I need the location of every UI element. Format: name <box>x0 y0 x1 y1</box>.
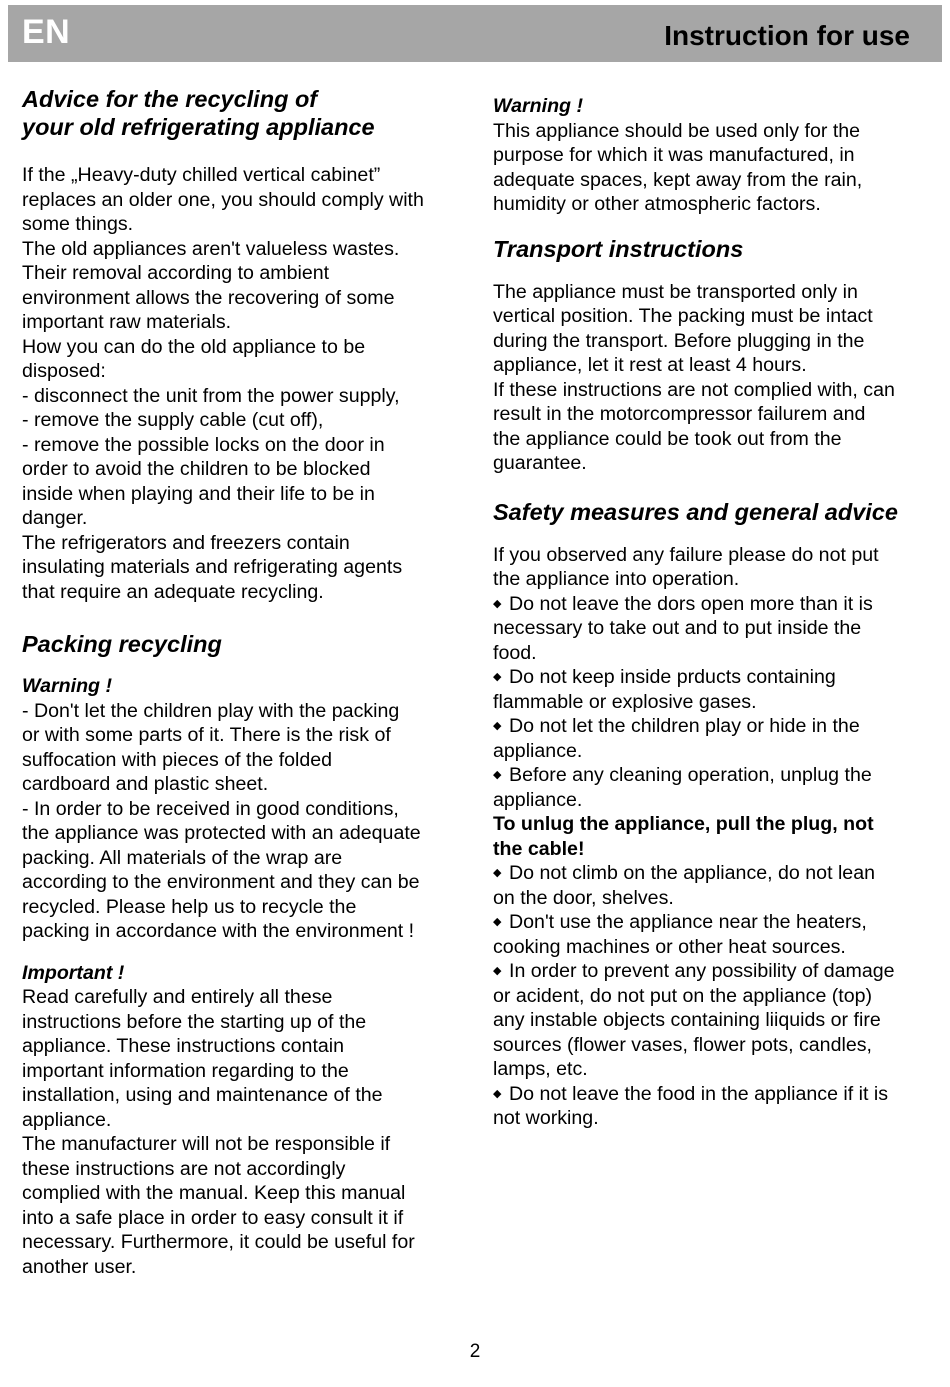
text-line: the appliance into operation. <box>493 568 740 590</box>
safety-bullet <box>493 763 938 812</box>
text-line: during the transport. Before plugging in the <box>493 329 865 352</box>
text-line: danger. <box>22 507 88 529</box>
text-line: The manufacturer will not be responsible if <box>22 1133 391 1155</box>
text-line: important information regarding to the <box>22 1059 349 1082</box>
text-line: - disconnect the unit from the power supply, <box>22 384 400 407</box>
bullet-line: ◆ Do not keep inside prducts containing <box>493 665 938 690</box>
text-line: suffocation with pieces of the folded <box>22 748 333 771</box>
text-line: cooking machines or other heat sources. <box>493 935 846 958</box>
text-line: The appliance must be transported only in <box>493 280 858 303</box>
packing-warning-label: Warning ! <box>22 675 112 697</box>
text-line: adequate spaces, kept away from the rain, <box>493 168 863 191</box>
text-line: order to avoid the children to be blocked <box>22 458 371 480</box>
text-line: packing. All materials of the wrap are <box>22 846 343 869</box>
text-line: appliance. <box>493 739 583 762</box>
text-line: - remove the possible locks on the door in <box>22 433 385 456</box>
language-label: EN <box>22 13 71 51</box>
text-line: that require an adequate recycling. <box>22 580 324 603</box>
text-line: complied with the manual. Keep this manual <box>22 1182 406 1204</box>
unplug-note: the cable! <box>493 837 585 860</box>
text-line: into a safe place in order to easy consult it if <box>22 1206 404 1229</box>
text-line: flammable or explosive gases. <box>493 690 757 713</box>
right-column <box>493 80 938 1131</box>
text-line: the appliance was protected with an adequate <box>22 822 421 844</box>
text-line: The old appliances aren't valueless wastes. <box>22 237 400 260</box>
text-line: guarantee. <box>493 452 587 474</box>
text-line: or acident, do not put on the appliance (top) <box>493 984 873 1007</box>
text-line: If these instructions are not complied with, can <box>493 378 895 401</box>
text-line: - In order to be received in good conditions, <box>22 797 399 820</box>
recycling-heading-line-2: your old refrigerating appliance <box>22 114 375 140</box>
text-line: replaces an older one, you should comply with <box>22 188 424 211</box>
text-line: purpose for which it was manufactured, in <box>493 144 855 166</box>
text-line: Their removal according to ambient <box>22 262 330 284</box>
bullet-line: ◆ Do not leave the food in the appliance if it is <box>493 1082 938 1107</box>
bullet-line: ◆ In order to prevent any possibility of damage <box>493 959 938 984</box>
safety-bullet <box>493 861 938 910</box>
recycling-text <box>22 163 467 604</box>
bullet-line: ◆ Don't use the appliance near the heaters, <box>493 910 938 935</box>
text-line: or with some parts of it. There is the risk of <box>22 724 391 746</box>
text-line: installation, using and maintenance of the <box>22 1084 383 1106</box>
text-line: Read carefully and entirely all these <box>22 986 333 1008</box>
text-line: If you observed any failure please do not put <box>493 543 879 566</box>
text-line: lamps, etc. <box>493 1058 588 1080</box>
text-line: packing in accordance with the environment ! <box>22 920 415 942</box>
text-line: disposed: <box>22 360 106 382</box>
text-line: cardboard and plastic sheet. <box>22 773 269 795</box>
text-line: environment allows the recovering of some <box>22 286 395 309</box>
header-bar <box>8 5 942 62</box>
safety-bullet <box>493 714 938 763</box>
text-line: the appliance could be took out from the <box>493 427 842 450</box>
packing-text <box>22 699 467 944</box>
text-line: any instable objects containing liiquids or fire <box>493 1009 881 1031</box>
text-line: important raw materials. <box>22 311 232 333</box>
safety-heading: Safety measures and general advice <box>493 498 898 525</box>
text-line: food. <box>493 641 537 664</box>
text-line: some things. <box>22 213 134 235</box>
safety-text <box>493 543 938 1131</box>
text-line: This appliance should be used only for the <box>493 119 861 142</box>
text-line: sources (flower vases, flower pots, candles, <box>493 1033 872 1056</box>
page-number: 2 <box>469 1341 481 1362</box>
text-line: not working. <box>493 1107 599 1129</box>
text-line: appliance. <box>493 788 583 811</box>
important-label: Important ! <box>22 961 125 984</box>
text-line: If the „Heavy-duty chilled vertical cabinet” <box>22 164 381 186</box>
recycling-heading <box>22 85 467 141</box>
warning-text <box>493 119 938 217</box>
recycling-heading-line-1: Advice for the recycling of <box>22 86 318 112</box>
bullet-line: ◆ Do not climb on the appliance, do not lean <box>493 861 938 886</box>
text-line: appliance. <box>22 1108 112 1131</box>
important-text <box>22 985 467 1279</box>
text-line: humidity or other atmospheric factors. <box>493 193 821 215</box>
text-line: vertical position. The packing must be intact <box>493 305 873 327</box>
transport-heading: Transport instructions <box>493 235 744 262</box>
text-line: recycled. Please help us to recycle the <box>22 895 357 918</box>
text-line: appliance. These instructions contain <box>22 1035 345 1057</box>
safety-bullet <box>493 592 938 666</box>
text-line: inside when playing and their life to be in <box>22 482 375 505</box>
text-line: another user. <box>22 1255 137 1278</box>
bullet-line: ◆ Before any cleaning operation, unplug the <box>493 763 938 788</box>
bullet-line: ◆ Do not leave the dors open more than it is <box>493 592 938 617</box>
text-line: these instructions are not accordingly <box>22 1157 346 1180</box>
warning-label: Warning ! <box>493 95 583 117</box>
left-column <box>22 80 467 1279</box>
text-line: - remove the supply cable (cut off), <box>22 409 324 431</box>
text-line: necessary to take out and to put inside the <box>493 617 862 639</box>
document-title: Instruction for use <box>664 20 910 51</box>
safety-bullet <box>493 959 938 1082</box>
text-line: according to the environment and they can be <box>22 871 420 893</box>
text-line: result in the motorcompressor failurem and <box>493 403 866 425</box>
safety-bullet <box>493 910 938 959</box>
unplug-note: To unlug the appliance, pull the plug, not <box>493 813 874 835</box>
text-line: The refrigerators and freezers contain <box>22 531 350 554</box>
text-line: - Don't let the children play with the packing <box>22 699 400 722</box>
bullet-line: ◆ Do not let the children play or hide in the <box>493 714 938 739</box>
text-line: appliance, let it rest at least 4 hours. <box>493 354 807 376</box>
text-line: instructions before the starting up of the <box>22 1010 367 1033</box>
text-line: necessary. Furthermore, it could be useful for <box>22 1231 415 1253</box>
text-line: How you can do the old appliance to be <box>22 335 366 358</box>
transport-text <box>493 280 938 476</box>
text-line: insulating materials and refrigerating agents <box>22 556 403 578</box>
safety-bullet <box>493 665 938 714</box>
text-line: on the door, shelves. <box>493 886 674 909</box>
safety-bullet <box>493 1082 938 1131</box>
packing-heading: Packing recycling <box>22 631 222 657</box>
